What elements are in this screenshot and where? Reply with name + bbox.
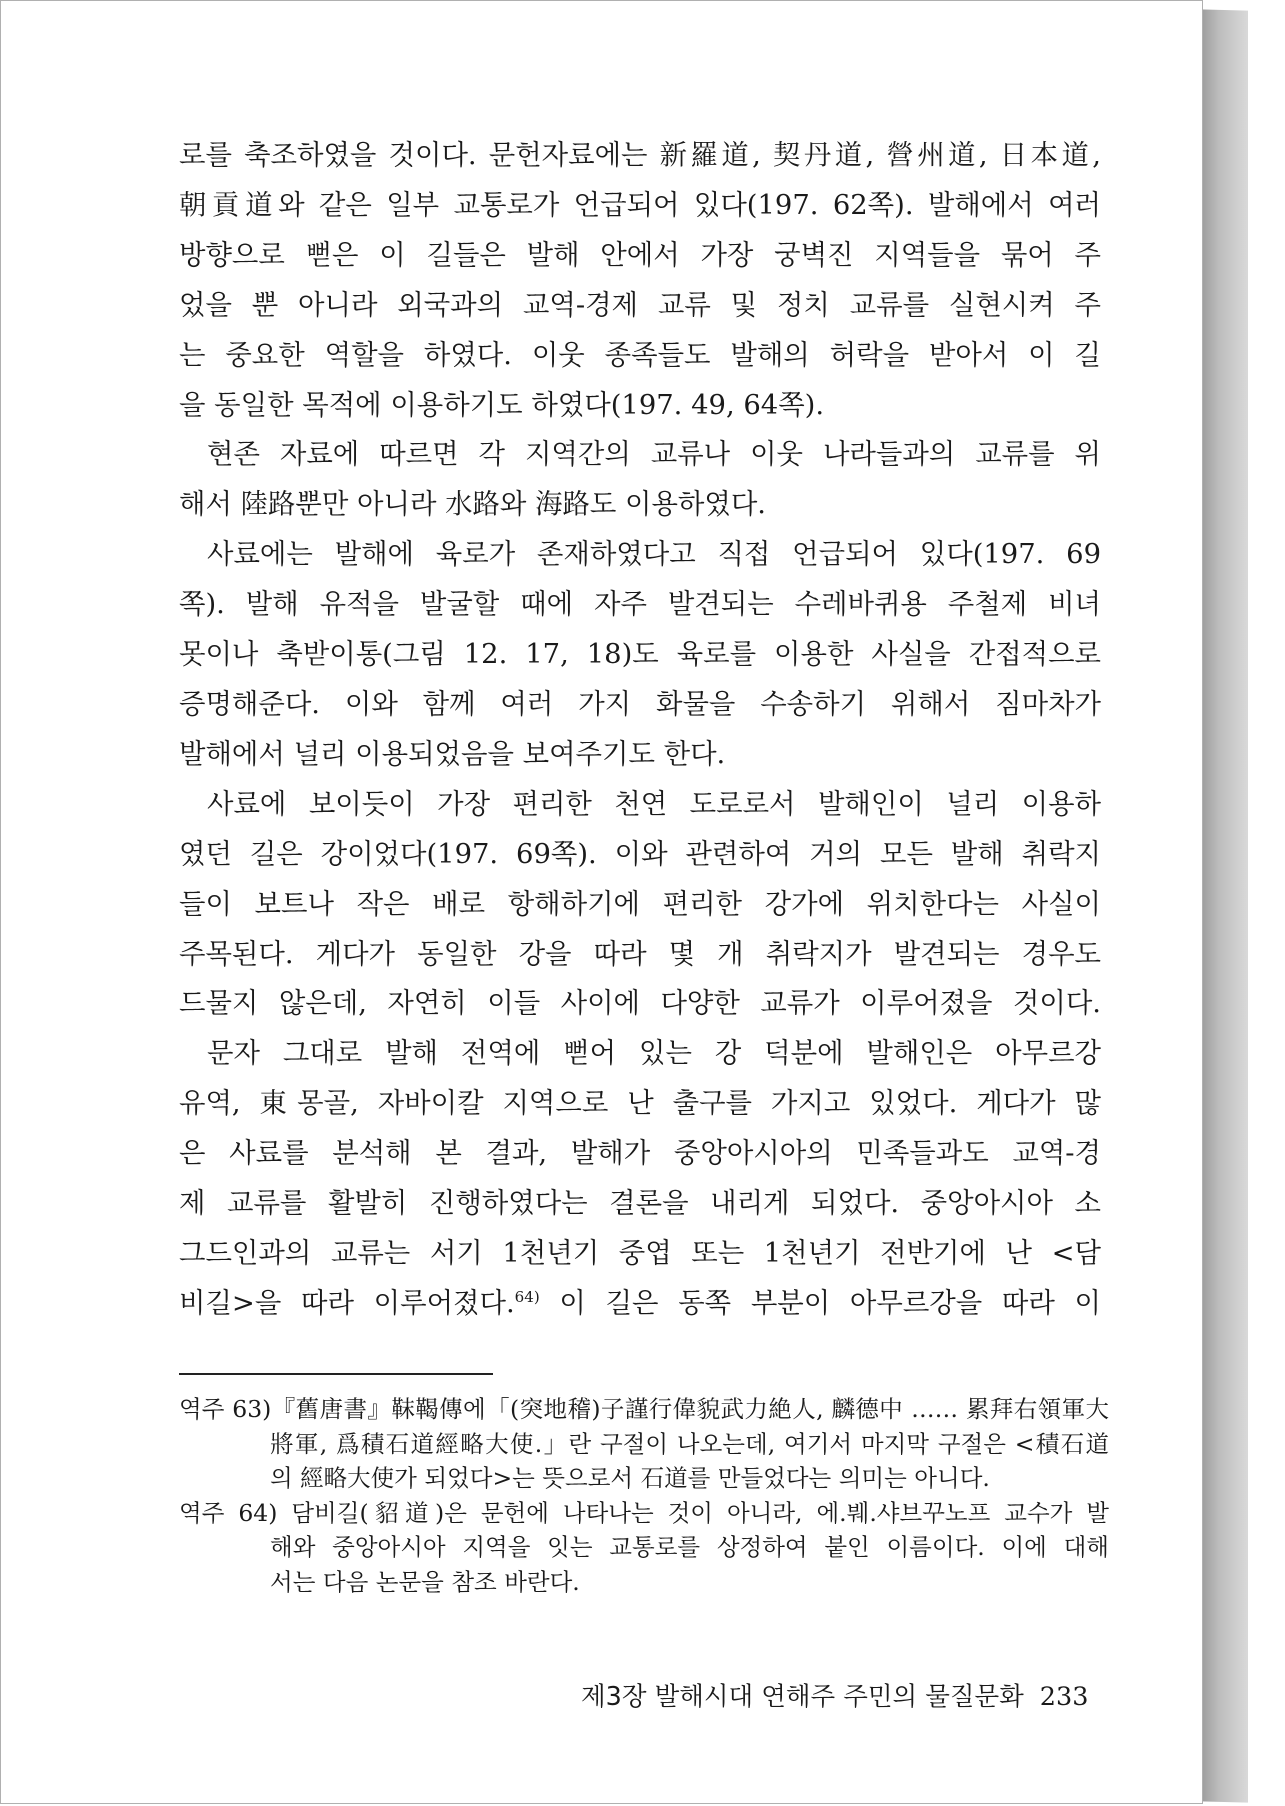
body-line: 는 중요한 역할을 하였다. 이웃 종족들도 발해의 허락을 받아서 이 길 (179, 339, 1101, 371)
body-line: 을 동일한 목적에 이용하기도 하였다(197. 49, 64쪽). (179, 389, 825, 421)
body-line: 사료에는 발해에 육로가 존재하였다고 직접 언급되어 있다(197. 69 (207, 539, 1101, 571)
footnote-divider (179, 1373, 493, 1375)
footnote-marker: 64) (514, 1287, 540, 1306)
body-line: 발해에서 널리 이용되었음을 보여주기도 한다. (179, 738, 726, 770)
body-line: 였던 길은 강이었다(197. 69쪽). 이와 관련하여 거의 모든 발해 취락지 (179, 838, 1101, 870)
body-line: 현존 자료에 따르면 각 지역간의 교류나 이웃 나라들과의 교류를 위 (207, 439, 1101, 471)
footnote-line: 역주 64) 담비길(貂道)은 문헌에 나타나는 것이 아니라, 에.붸.샤브꾸노프 교수가 발 (179, 1498, 1109, 1527)
body-line: 유역, 東몽골, 자바이칼 지역으로 난 출구를 가지고 있었다. 게다가 많 (179, 1088, 1101, 1120)
body-line: 들이 보트나 작은 배로 항해하기에 편리한 강가에 위치한다는 사실이 (179, 888, 1101, 920)
body-line: 주목된다. 게다가 동일한 강을 따라 몇 개 취락지가 발견되는 경우도 (179, 938, 1101, 970)
running-footer (581, 1677, 1088, 1713)
body-line: 사료에 보이듯이 가장 편리한 천연 도로로서 발해인이 널리 이용하 (207, 788, 1101, 820)
footnote-line: 將軍, 爲積石道經略大使.」란 구절이 나오는데, 여기서 마지막 구절은 <積石道 (270, 1429, 1109, 1458)
page-number: 233 (1039, 1682, 1089, 1712)
body-line (179, 1279, 1101, 1329)
body-line: 쪽). 발해 유적을 발굴할 때에 자주 발견되는 수레바퀴용 주철제 비녀 (179, 589, 1101, 621)
body-line: 은 사료를 분석해 본 결과, 발해가 중앙아시아의 민족들과도 교역-경 (179, 1138, 1101, 1170)
body-line: 못이나 축받이통(그림 12. 17, 18)도 육로를 이용한 사실을 간접적으로 (179, 639, 1101, 671)
body-line: 문자 그대로 발해 전역에 뻗어 있는 강 덕분에 발해인은 아무르강 (207, 1038, 1101, 1070)
chapter-title: 제3장 발해시대 연해주 주민의 물질문화 (581, 1682, 1024, 1712)
footnote-line: 역주 63)『舊唐書』靺鞨傳에「(突地稽)子謹行偉貌武力絶人, 麟德中 …… 累拜右領軍大 (179, 1395, 1109, 1423)
body-line: 로를 축조하였을 것이다. 문헌자료에는 新羅道, 契丹道, 營州道, 日本道, (179, 140, 1101, 171)
body-line: 증명해준다. 이와 함께 여러 가지 화물을 수송하기 위해서 짐마차가 (179, 688, 1101, 720)
page-edge-shadow (1200, 9, 1248, 1802)
body-line: 방향으로 뻗은 이 길들은 발해 안에서 가장 궁벽진 지역들을 묶어 주 (179, 239, 1101, 271)
footnote-line: 의 經略大使가 되었다>는 뜻으로서 石道를 만들었다는 의미는 아니다. (270, 1464, 990, 1492)
body-line-text: 이 길은 동쪽 부분이 아무르강을 따라 이 (539, 1287, 1101, 1319)
footnote-line: 해와 중앙아시아 지역을 잇는 교통로를 상정하여 붙인 이름이다. 이에 대해 (270, 1533, 1109, 1561)
body-text (179, 131, 1101, 1329)
body-line: 해서 陸路뿐만 아니라 水路와 海路도 이용하였다. (179, 489, 767, 521)
body-line: 었을 뿐 아니라 외국과의 교역-경제 교류 및 정치 교류를 실현시켜 주 (179, 289, 1101, 321)
body-line: 그드인과의 교류는 서기 1천년기 중엽 또는 1천년기 전반기에 난 <담 (179, 1237, 1101, 1269)
body-line-text: 비길>을 따라 이루어졌다. (179, 1287, 515, 1319)
body-line: 朝貢道와 같은 일부 교통로가 언급되어 있다(197. 62쪽). 발해에서 여러 (179, 189, 1101, 221)
body-line: 제 교류를 활발히 진행하였다는 결론을 내리게 되었다. 중앙아시아 소 (179, 1188, 1101, 1220)
footnotes (179, 1392, 1109, 1599)
body-line: 드물지 않은데, 자연히 이들 사이에 다양한 교류가 이루어졌을 것이다. (179, 988, 1101, 1020)
footnote-line: 서는 다음 논문을 참조 바란다. (270, 1567, 580, 1596)
